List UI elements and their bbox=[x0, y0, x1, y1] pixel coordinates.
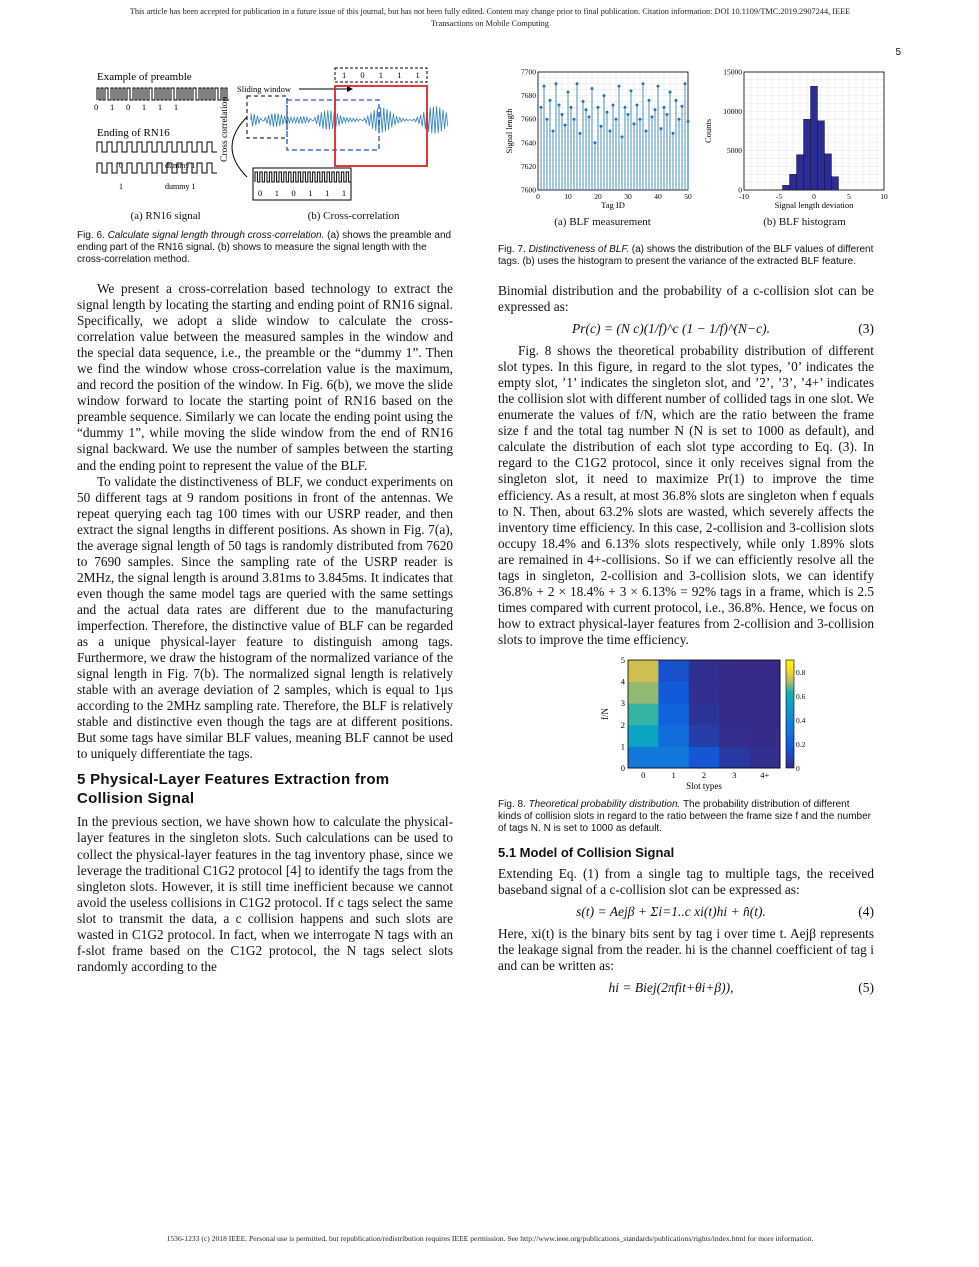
heatmap-cell bbox=[750, 660, 781, 682]
caption-title: Calculate signal length through cross-correlation. bbox=[107, 230, 325, 241]
x-tick-label: 1 bbox=[671, 769, 676, 780]
heatmap-cell bbox=[658, 746, 689, 768]
probability-heatmap bbox=[600, 656, 806, 791]
subsection-5-1-title: 5.1 Model of Collision Signal bbox=[498, 844, 675, 860]
stem-point bbox=[642, 82, 645, 85]
caption-title: Distinctiveness of BLF. bbox=[528, 244, 629, 255]
histogram-bar bbox=[825, 154, 832, 190]
template-bits: 0 1 0 1 1 1 bbox=[258, 188, 352, 198]
figure-7-caption bbox=[498, 244, 874, 268]
y-tick-label: 7640 bbox=[521, 138, 536, 148]
heatmap-cell bbox=[658, 682, 689, 704]
stem-point bbox=[615, 118, 618, 121]
banner-line-1: This article has been accepted for publication in a future issue of this journal, but has not been fully edited. Content may change prior to final publication. Citation information: DOI 10.1109/TMC.2019.2907244, IEEE bbox=[129, 7, 851, 16]
stem-point bbox=[681, 105, 684, 108]
stem-point bbox=[600, 125, 603, 128]
preamble-label: Example of preamble bbox=[97, 71, 192, 83]
figure-7 bbox=[498, 62, 888, 232]
x-tick-label: -5 bbox=[775, 192, 783, 201]
stem-point bbox=[636, 104, 639, 107]
stem-point bbox=[549, 99, 552, 102]
x-tick-label: 4+ bbox=[760, 769, 770, 780]
ending-label: Ending of RN16 bbox=[97, 127, 170, 139]
figure-6 bbox=[77, 62, 453, 222]
preamble-bits: 0 1 0 1 1 1 bbox=[94, 102, 183, 112]
stem-point bbox=[582, 100, 585, 103]
stem-point bbox=[579, 132, 582, 135]
caption-title: Theoretical probability distribution. bbox=[528, 798, 681, 810]
figure-8 bbox=[498, 656, 874, 799]
heatmap-cell bbox=[719, 703, 750, 725]
stem-point bbox=[657, 85, 660, 88]
heatmap-cell bbox=[689, 746, 720, 768]
y-tick-label: 5 bbox=[620, 655, 625, 665]
heatmap-cell bbox=[689, 725, 720, 747]
caption-prefix: Fig. 6. bbox=[77, 230, 105, 241]
y-tick-label: 7600 bbox=[521, 185, 536, 195]
stem-point bbox=[684, 82, 687, 85]
stem-point bbox=[666, 113, 669, 116]
stem-point bbox=[606, 111, 609, 114]
left-column bbox=[77, 62, 453, 975]
y-tick-label: 0 bbox=[620, 762, 625, 773]
colorbar-tick-label: 0.6 bbox=[796, 691, 806, 701]
caption-body: (a) shows the distribution of the BLF values of different tags. (b) uses the histogram to present the variance of the extracted BLF feature. bbox=[498, 244, 874, 267]
histogram-bar bbox=[804, 119, 811, 190]
stem-point bbox=[672, 132, 675, 135]
heatmap-cell bbox=[689, 703, 720, 725]
heatmap-cell bbox=[750, 703, 781, 725]
stem-point bbox=[624, 106, 627, 109]
dummy-label-b: dummy 1 bbox=[165, 182, 196, 191]
caption-body: (a) shows the preamble and ending part of the RN16 signal. (b) shows to measure the signal length with the cross-correlation method. bbox=[77, 230, 452, 265]
heatmap-cell bbox=[628, 660, 659, 682]
dummy-bit-b: 1 bbox=[119, 182, 123, 191]
stem-point bbox=[552, 130, 555, 133]
x-tick-label: -10 bbox=[739, 192, 749, 201]
paragraph-cross-correlation: We present a cross-correlation based technology to extract the signal length by locating the starting and ending point of RN16 signal. Specifically, we adopt a slide window to calculate the cross-correlation value between the measured samples in the window and the special data sequence, i.e., the preamble or the “dummy 1”. Then we find the window whose cross-correlation value is the maximum, and record the position of the window. In Fig. 6(b), we move the slide window forward to locate the starting point of RN16 based on the preamble sequence. Similarly we can locate the ending point using the “dummy 1”, while moving the slide window from the end of RN16 signal backward. We use the number of samples between the starting and the ending point to represent the value of the BLF. bbox=[77, 281, 453, 473]
stem-point bbox=[546, 118, 549, 121]
x-axis-label: Slot types bbox=[686, 780, 722, 791]
y-tick-label: 0 bbox=[738, 185, 742, 195]
heatmap-cell bbox=[719, 660, 750, 682]
stem-point bbox=[630, 89, 633, 92]
stem-point bbox=[654, 108, 657, 111]
y-tick-label: 7620 bbox=[521, 161, 536, 171]
y-tick-label: 3 bbox=[620, 698, 625, 709]
stem-point bbox=[585, 108, 588, 111]
window-bits: 1 0 1 1 1 bbox=[342, 70, 426, 80]
stem-point bbox=[669, 91, 672, 94]
stem-point bbox=[627, 113, 630, 116]
x-tick-label: 5 bbox=[847, 192, 851, 201]
heatmap-cell bbox=[658, 660, 689, 682]
stem-point bbox=[687, 120, 690, 123]
histogram-bar bbox=[818, 121, 825, 190]
x-tick-label: 10 bbox=[880, 192, 888, 201]
figure-6-caption bbox=[77, 230, 453, 266]
blf-measurement-chart bbox=[504, 68, 692, 211]
x-tick-label: 40 bbox=[654, 192, 662, 201]
x-tick-label: 20 bbox=[594, 192, 602, 201]
histogram-bar bbox=[797, 155, 804, 190]
ending-waveforms bbox=[97, 142, 217, 173]
stem-point bbox=[588, 115, 591, 118]
subsection-5-1-paragraph-2: Here, xi(t) is the binary bits sent by tag i over time t. Aejβ represents the leakage signal from the reader. hi is the channel coefficient of tag i and can be written as: bbox=[498, 926, 874, 974]
x-tick-label: 0 bbox=[536, 192, 540, 201]
y-tick-label: 10000 bbox=[723, 106, 742, 116]
stem-point bbox=[540, 106, 543, 109]
equation-5 bbox=[498, 980, 874, 996]
caption-prefix: Fig. 8. bbox=[498, 798, 526, 810]
y-axis-label: f/N bbox=[600, 707, 610, 720]
stem-point bbox=[603, 94, 606, 97]
stem-point bbox=[609, 130, 612, 133]
colorbar-tick-label: 0 bbox=[796, 763, 800, 773]
stem-point bbox=[648, 99, 651, 102]
paragraph-binomial: Binomial distribution and the probability of a c-collision slot can be expressed as: bbox=[498, 283, 874, 315]
equation-4-number: (4) bbox=[858, 904, 874, 920]
stem-point bbox=[675, 99, 678, 102]
figure-6-graphic bbox=[77, 62, 453, 204]
stem-point bbox=[567, 91, 570, 94]
y-tick-label: 7660 bbox=[521, 114, 536, 124]
heatmap-cell bbox=[628, 746, 659, 768]
figure-7-graphic bbox=[498, 62, 902, 212]
caption-body: The probability distribution of different kinds of collision slots in regard to the ratio between the frame size f and the number of tags N. N is set to 1000 as default. bbox=[498, 798, 871, 834]
subsection-5-1-paragraph: Extending Eq. (1) from a single tag to multiple tags, the received baseband signal of a c-collision slot can be expressed as: bbox=[498, 865, 874, 898]
heatmap-cell bbox=[628, 682, 659, 704]
banner-line-2: Transactions on Mobile Computing bbox=[431, 19, 549, 28]
heatmap-cell bbox=[689, 660, 720, 682]
heatmap-cell bbox=[689, 682, 720, 704]
stem-point bbox=[543, 85, 546, 88]
equation-5-number: (5) bbox=[858, 980, 874, 996]
figure-6b-label: (b) Cross-correlation bbox=[307, 210, 400, 222]
stem-point bbox=[639, 118, 642, 121]
heatmap-cell bbox=[750, 746, 781, 768]
stem-point bbox=[564, 124, 567, 127]
stem-point bbox=[618, 85, 621, 88]
figure-7a-label: (a) BLF measurement bbox=[554, 216, 651, 228]
stem-point bbox=[558, 104, 561, 107]
histogram-bar bbox=[790, 174, 797, 190]
x-tick-label: 2 bbox=[701, 769, 707, 780]
stem-point bbox=[651, 115, 654, 118]
cross-correlation-label: Cross correlation bbox=[220, 96, 230, 162]
dummy-bit-a: 0 bbox=[119, 161, 123, 170]
stem-point bbox=[570, 106, 573, 109]
x-tick-label: 0 bbox=[641, 769, 646, 780]
x-tick-label: 10 bbox=[564, 192, 572, 201]
equation-3-number: (3) bbox=[858, 321, 874, 337]
heatmap-cell bbox=[658, 703, 689, 725]
section-5-paragraph: In the previous section, we have shown how to calculate the physical-layer features in the singleton slots. Such calculations can be used to collect the physical-layer features in the tag inventory phase, since we leverage the traditional C1G2 protocol [4] to identify the tags from the singleton slots. However, it is still time inefficient because we cannot avoid the useless collisions in C1G2 protocol. If c tags select the same slot to transmit the data, a c collision happens and such slots are wasted in C1G2 protocol. In fact, when we interrogate N tags with an f-slot frame based on the C1G2 protocol, the N tags select slots randomly according to the bbox=[77, 814, 453, 974]
stem-point bbox=[576, 82, 579, 85]
y-axis-label: Signal length bbox=[504, 108, 514, 154]
caption-prefix: Fig. 7. bbox=[498, 244, 526, 255]
stem-point bbox=[597, 106, 600, 109]
histogram-bar bbox=[811, 86, 818, 190]
equation-4-expr: s(t) = Aejβ + Σi=1..c xi(t)hi + n̂(t). bbox=[576, 904, 766, 920]
heatmap-cell bbox=[628, 725, 659, 747]
y-tick-label: 15000 bbox=[723, 67, 742, 77]
equation-3-expr: Pr(c) = (N c)(1/f)^c (1 − 1/f)^(N−c). bbox=[571, 321, 771, 337]
histogram-bar bbox=[832, 177, 839, 190]
x-tick-label: 0 bbox=[812, 192, 816, 201]
colorbar-tick-label: 0.4 bbox=[796, 715, 806, 725]
paragraph-blf-validation: To validate the distinctiveness of BLF, we conduct experiments on 50 different tags at 9 random positions in front of the antennas. We repeat querying each tag 100 times with our USRP reader, and then extract the signal lengths in different positions. As shown in Fig. 7(a), the average signal length of 50 tags is randomly distributed from 7620 to 7690 samples. Since the sampling rate of the USRP reader is 2MHz, the signal length is around 3.81ms to 3.845ms. It indicates that even though the same model tags are queried with the same settings and the actual data rates are different due to the manufacturing imperfection. Therefore, the distinctive value of BLF can be regarded as a unique physical-layer feature to distinguish among tags. Furthermore, we draw the histogram of the normalized variance of the signal length in Fig. 7(b). The normalized signal length is relatively stable with an average deviation of 2 samples, which is equal to 1μs according to the 2MHz sampling rate. Therefore, the BLF is relatively stable and distinctive even though the tags are at different positions. But some tags have similar BLF values, meaning BLF cannot be used to uniquely differentiate the tags. bbox=[77, 473, 453, 762]
x-tick-label: 3 bbox=[732, 769, 737, 780]
blf-histogram-chart bbox=[703, 68, 888, 211]
y-tick-label: 4 bbox=[620, 676, 625, 687]
heatmap-cell bbox=[719, 682, 750, 704]
colorbar-tick-label: 0.2 bbox=[796, 739, 806, 749]
stem-point bbox=[594, 141, 597, 144]
figure-7b-label: (b) BLF histogram bbox=[763, 216, 846, 228]
equation-4 bbox=[498, 904, 874, 920]
figure-8-caption bbox=[498, 799, 874, 835]
copyright-footer: 1536-1233 (c) 2018 IEEE. Personal use is permitted, but republication/redistribution requires IEEE permission. See http://www.ieee.org/publications_standards/publications/rights/index.html for more information. bbox=[166, 1234, 814, 1243]
heatmap-cell bbox=[658, 725, 689, 747]
stem-point bbox=[573, 118, 576, 121]
y-tick-label: 7680 bbox=[521, 91, 536, 101]
correlation-arrow bbox=[232, 117, 247, 177]
histogram-bar bbox=[783, 185, 790, 190]
stem-point bbox=[645, 130, 648, 133]
stem-point bbox=[663, 106, 666, 109]
figure-6a-label: (a) RN16 signal bbox=[130, 210, 201, 222]
section-5-title: 5 Physical-Layer Features Extraction from Collision Signal bbox=[77, 771, 390, 808]
stem-point bbox=[612, 104, 615, 107]
heatmap-cell bbox=[750, 682, 781, 704]
preamble-waveform bbox=[97, 88, 229, 100]
dummy-label-a: dummy 1 bbox=[165, 161, 196, 170]
figure-7-sublabels bbox=[498, 216, 902, 228]
colorbar bbox=[786, 660, 794, 768]
stem-point bbox=[633, 122, 636, 125]
y-axis-label: Counts bbox=[703, 118, 713, 144]
equation-5-expr: hi = Biej(2πfit+θi+β)), bbox=[608, 980, 734, 996]
heatmap-cell bbox=[719, 725, 750, 747]
x-tick-label: 30 bbox=[624, 192, 632, 201]
page-number: 5 bbox=[895, 47, 901, 58]
colorbar-tick-label: 0.8 bbox=[796, 667, 806, 677]
x-axis-label: Tag ID bbox=[601, 200, 625, 210]
measured-signal bbox=[249, 94, 451, 142]
heatmap-cell bbox=[628, 703, 659, 725]
equation-3 bbox=[498, 321, 874, 337]
stem-point bbox=[660, 127, 663, 130]
y-tick-label: 1 bbox=[620, 741, 625, 752]
paragraph-probability: Fig. 8 shows the theoretical probability distribution of different slot types. In this figure, in regard to the slot types, ’0’ indicates the empty slot, ’1’ indicates the singleton slot, and ’2’, ’3’, ’4+’ indicates the collision slot with different number of collided tags in one slot. We enumerate the values of f/N, which are the ratio between the frame size f and the total tag number N (N is set to 1000 as default), and calculate the distribution of each slot type according to Eq. (3). In regard to the C1G2 protocol, since it only receives signal from the singleton slot, it need to maximize Pr(1) to improve the time efficiency. As a result, at most 36.8% slots are singleton when f equals to N. Then, about 63.2% slots are wasted, which severely affects the inventory time efficiency. In this case, 2-collision and 3-collision slots occupy 18.4% and 6.13% slots respectively, while only 1.89% slots are remained in 4+-collisions. So if we can efficiently resolve all the tags in singleton, 2-collision and 3-collision slots, we can identify 36.8% + 2 × 18.4% + 3 × 6.13% = 92% tags in a frame, which is 2.5 times compared with current protocol, i.e., 36.8%. Hence, we focus on how to extract physical-layer features from 2-collision and 3-collision slots to improve the time efficiency. bbox=[498, 343, 874, 647]
y-tick-label: 2 bbox=[620, 719, 625, 730]
template-waveform bbox=[255, 172, 351, 182]
figure-6-sublabels bbox=[77, 210, 453, 222]
heatmap-cell bbox=[719, 746, 750, 768]
x-axis-label: Signal length deviation bbox=[774, 200, 854, 210]
y-tick-label: 7700 bbox=[521, 67, 536, 77]
right-column bbox=[498, 62, 888, 1002]
stem-point bbox=[621, 135, 624, 138]
stem-point bbox=[555, 82, 558, 85]
x-tick-label: 50 bbox=[684, 192, 692, 201]
stem-point bbox=[591, 87, 594, 90]
heatmap-cell bbox=[750, 725, 781, 747]
sliding-window-label: Sliding window bbox=[237, 84, 292, 94]
stem-point bbox=[678, 118, 681, 121]
stem-point bbox=[561, 113, 564, 116]
figure-8-graphic bbox=[498, 656, 874, 794]
journal-banner bbox=[20, 6, 960, 30]
y-tick-label: 5000 bbox=[727, 146, 742, 156]
